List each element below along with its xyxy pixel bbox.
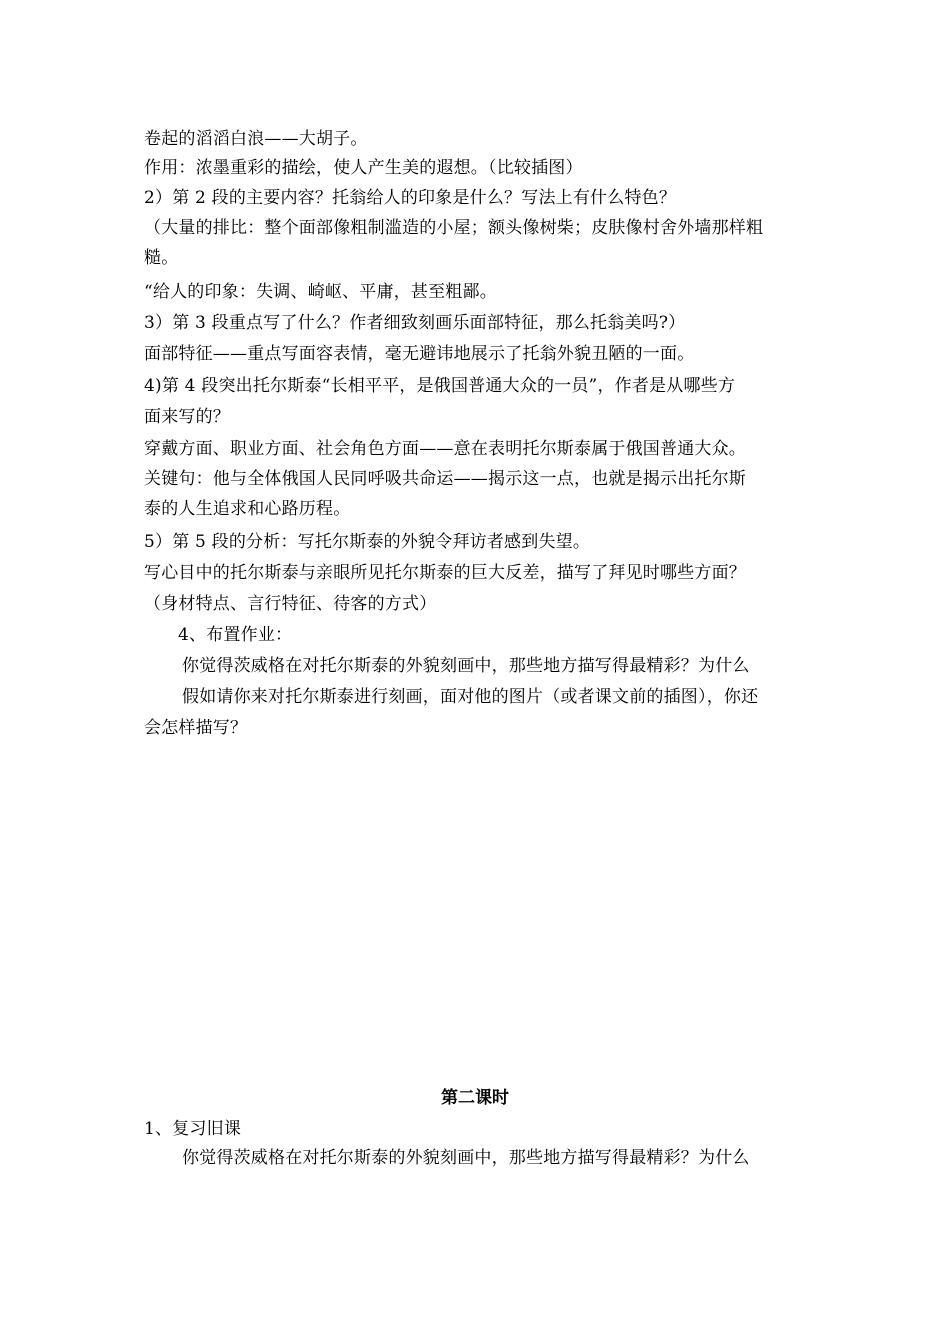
text-line: 作用：浓墨重彩的描绘，使人产生美的遐想。（比较插图） — [144, 158, 583, 178]
text-line: 穿戴方面、职业方面、社会角色方面——意在表明托尔斯泰属于俄国普通大众。 — [144, 439, 746, 459]
text-line: 卷起的滔滔白浪——大胡子。 — [144, 129, 368, 149]
text-line: 假如请你来对托尔斯泰进行刻画，面对他的图片（或者课文前的插图），你还 — [182, 687, 759, 707]
text-line: （大量的排比：整个面部像粗制滥造的小屋；额头像树柴；皮肤像村舍外墙那样粗 — [144, 218, 764, 238]
text-line: 3）第 3 段重点写了什么？作者细致刻画乐面部特征，那么托翁美吗?） — [144, 313, 686, 333]
text-line: 4)第 4 段突出托尔斯泰“长相平平，是俄国普通大众的一员”，作者是从哪些方 — [144, 376, 736, 396]
text-line: 5）第 5 段的分析：写托尔斯泰的外貌令拜访者感到失望。 — [144, 532, 591, 552]
text-line: 面部特征——重点写面容表情，毫无避讳地展示了托翁外貌丑陋的一面。 — [144, 344, 695, 364]
text-line: 1、复习旧课 — [144, 1119, 242, 1139]
text-line: 你觉得茨威格在对托尔斯泰的外貌刻画中，那些地方描写得最精彩？为什么 — [182, 656, 750, 676]
section-title: 第二课时 — [441, 1088, 509, 1108]
text-line: （身材特点、言行特征、待客的方式） — [144, 594, 437, 614]
text-line: 写心目中的托尔斯泰与亲眼所见托尔斯泰的巨大反差，描写了拜见时哪些方面？ — [144, 563, 746, 583]
text-line: 2）第 2 段的主要内容？托翁给人的印象是什么？写法上有什么特色？ — [144, 188, 677, 208]
text-line: 关键句：他与全体俄国人民同呼吸共命运——揭示这一点，也就是揭示出托尔斯 — [144, 469, 746, 489]
text-line: 泰的人生追求和心路历程。 — [144, 499, 351, 519]
text-line: 4、布置作业： — [178, 625, 293, 645]
text-line: “给人的印象：失调、崎岖、平庸，甚至粗鄙。 — [144, 282, 497, 302]
text-line: 你觉得茨威格在对托尔斯泰的外貌刻画中，那些地方描写得最精彩？为什么 — [182, 1148, 750, 1168]
text-line: 糙。 — [144, 248, 179, 268]
text-line: 会怎样描写？ — [144, 718, 248, 738]
text-line: 面来写的？ — [144, 407, 230, 427]
